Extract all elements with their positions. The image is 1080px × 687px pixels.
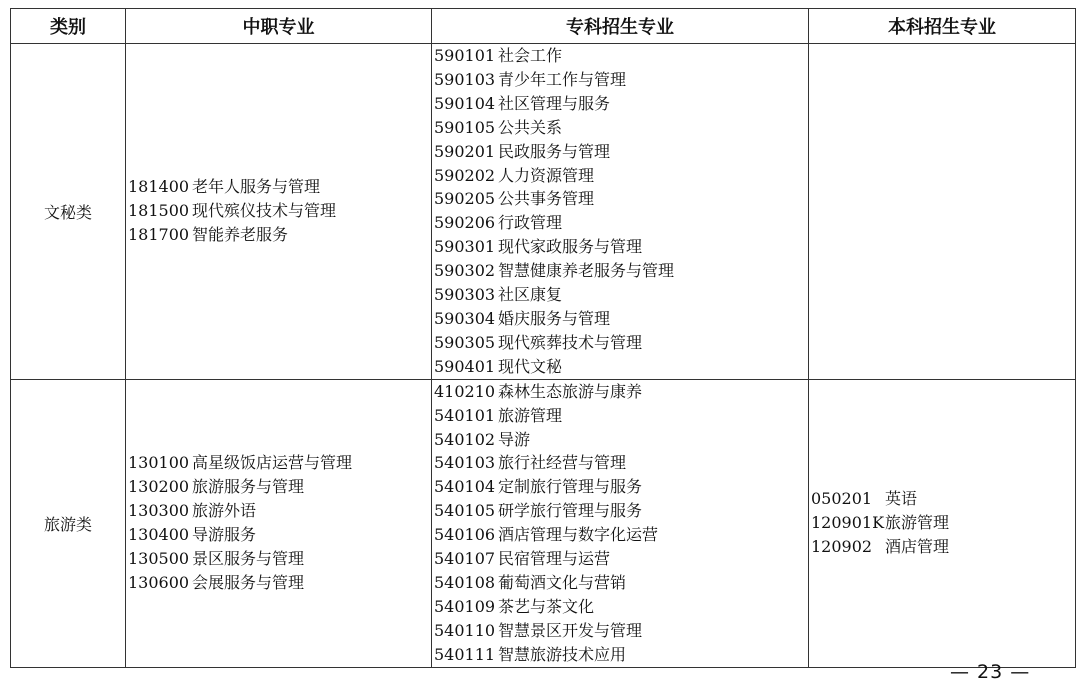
header-undergrad-majors: 本科招生专业 (809, 9, 1076, 44)
major-code: 540111 (434, 644, 496, 664)
list-item (128, 571, 431, 595)
major-code: 540110 (434, 620, 496, 640)
list-item (434, 44, 808, 68)
undergrad-majors-cell (809, 379, 1076, 667)
major-name: 高星级饭店运营与管理 (192, 453, 353, 473)
list-item (128, 547, 431, 571)
major-name: 旅游管理 (885, 513, 950, 533)
list-item (434, 499, 808, 523)
major-name: 酒店管理 (885, 537, 950, 557)
major-name: 智慧健康养老服务与管理 (498, 261, 675, 281)
list-item (128, 451, 431, 475)
list-item (434, 116, 808, 140)
major-name: 旅游服务与管理 (192, 477, 305, 497)
major-name: 景区服务与管理 (192, 549, 305, 569)
major-code: 590104 (434, 93, 496, 113)
major-code: 130200 (128, 477, 190, 497)
list-item (128, 475, 431, 499)
major-name: 婚庆服务与管理 (498, 308, 611, 328)
major-code: 130400 (128, 525, 190, 545)
major-code: 130300 (128, 501, 190, 521)
major-name: 智慧景区开发与管理 (498, 620, 643, 640)
major-name: 会展服务与管理 (192, 572, 305, 592)
page-number: — 23 — (950, 661, 1031, 683)
list-item (811, 511, 1075, 535)
major-name: 公共关系 (498, 117, 563, 137)
major-name: 现代殡仪技术与管理 (192, 201, 337, 221)
major-code: 590205 (434, 189, 496, 209)
major-code: 540109 (434, 596, 496, 616)
list-item (811, 535, 1075, 559)
list-item (434, 140, 808, 164)
major-name: 社区管理与服务 (498, 93, 611, 113)
major-name: 智能养老服务 (192, 225, 289, 245)
major-name: 导游服务 (192, 525, 257, 545)
list-item (434, 259, 808, 283)
major-code: 540106 (434, 525, 496, 545)
list-item (434, 619, 808, 643)
secondary-major-list (126, 451, 431, 594)
major-code: 590202 (434, 165, 496, 185)
major-name: 公共事务管理 (498, 189, 595, 209)
major-code: 590302 (434, 261, 496, 281)
list-item (434, 211, 808, 235)
major-name: 社会工作 (498, 46, 563, 65)
major-code: 540107 (434, 549, 496, 569)
list-item (434, 307, 808, 331)
major-code: 590401 (434, 356, 496, 376)
major-name: 酒店管理与数字化运营 (498, 525, 659, 545)
major-code: 130600 (128, 572, 190, 592)
table-row (11, 44, 1076, 380)
major-name: 民宿管理与运营 (498, 549, 611, 569)
list-item (434, 331, 808, 355)
major-name: 人力资源管理 (498, 165, 595, 185)
major-name: 定制旅行管理与服务 (498, 477, 643, 497)
list-item (434, 92, 808, 116)
major-name: 民政服务与管理 (498, 141, 611, 161)
major-name: 研学旅行管理与服务 (498, 501, 643, 521)
table-row (11, 379, 1076, 667)
major-name: 行政管理 (498, 213, 563, 233)
category-cell: 旅游类 (11, 379, 126, 667)
major-code: 540104 (434, 477, 496, 497)
list-item (434, 164, 808, 188)
major-name: 旅游管理 (498, 405, 563, 425)
major-code: 590105 (434, 117, 496, 137)
header-college-majors: 专科招生专业 (432, 9, 809, 44)
major-name: 茶艺与茶文化 (498, 596, 595, 616)
list-item (128, 199, 431, 223)
major-name: 社区康复 (498, 285, 563, 305)
undergrad-major-list (809, 487, 1075, 559)
list-item (128, 175, 431, 199)
college-majors-cell (432, 44, 809, 380)
major-code: 050201 (811, 489, 873, 509)
major-name: 老年人服务与管理 (192, 177, 321, 197)
major-code: 590101 (434, 46, 496, 65)
major-name: 现代家政服务与管理 (498, 237, 643, 257)
major-name: 英语 (885, 489, 918, 509)
major-code: 410210 (434, 381, 496, 401)
major-catalog-table (10, 8, 1076, 668)
list-item (128, 499, 431, 523)
header-row (11, 9, 1076, 44)
major-code: 130100 (128, 453, 190, 473)
list-item (434, 428, 808, 452)
undergrad-majors-cell (809, 44, 1076, 380)
list-item (434, 235, 808, 259)
list-item (434, 643, 808, 667)
list-item (434, 283, 808, 307)
list-item (434, 595, 808, 619)
secondary-majors-cell (126, 44, 432, 380)
list-item (128, 223, 431, 247)
major-code: 181400 (128, 177, 190, 197)
major-code: 590201 (434, 141, 496, 161)
college-major-list (432, 380, 808, 667)
major-code: 181700 (128, 225, 190, 245)
major-code: 120901K (811, 513, 885, 533)
list-item (434, 187, 808, 211)
major-code: 590301 (434, 237, 496, 257)
list-item (434, 547, 808, 571)
major-name: 旅行社经营与管理 (498, 453, 627, 473)
major-name: 导游 (498, 429, 531, 449)
major-code: 590305 (434, 332, 496, 352)
major-code: 540103 (434, 453, 496, 473)
major-code: 181500 (128, 201, 190, 221)
list-item (434, 451, 808, 475)
category-cell: 文秘类 (11, 44, 126, 380)
major-code: 590103 (434, 69, 496, 89)
college-major-list (432, 44, 808, 379)
major-name: 现代殡葬技术与管理 (498, 332, 643, 352)
major-name: 青少年工作与管理 (498, 69, 627, 89)
list-item (434, 404, 808, 428)
major-code: 590206 (434, 213, 496, 233)
header-secondary-majors: 中职专业 (126, 9, 432, 44)
major-code: 540102 (434, 429, 496, 449)
list-item (434, 68, 808, 92)
list-item (434, 380, 808, 404)
header-category: 类别 (11, 9, 126, 44)
college-majors-cell (432, 379, 809, 667)
major-name: 智慧旅游技术应用 (498, 644, 627, 664)
major-code: 130500 (128, 549, 190, 569)
major-name: 旅游外语 (192, 501, 257, 521)
major-code: 590303 (434, 285, 496, 305)
list-item (434, 355, 808, 379)
major-name: 现代文秘 (498, 356, 563, 376)
list-item (434, 571, 808, 595)
major-code: 540105 (434, 501, 496, 521)
list-item (434, 475, 808, 499)
secondary-majors-cell (126, 379, 432, 667)
list-item (434, 523, 808, 547)
secondary-major-list (126, 175, 431, 247)
major-code: 540101 (434, 405, 496, 425)
major-code: 590304 (434, 308, 496, 328)
major-code: 540108 (434, 572, 496, 592)
list-item (811, 487, 1075, 511)
major-name: 森林生态旅游与康养 (498, 381, 643, 401)
major-code: 120902 (811, 537, 873, 557)
list-item (128, 523, 431, 547)
major-name: 葡萄酒文化与营销 (498, 572, 627, 592)
